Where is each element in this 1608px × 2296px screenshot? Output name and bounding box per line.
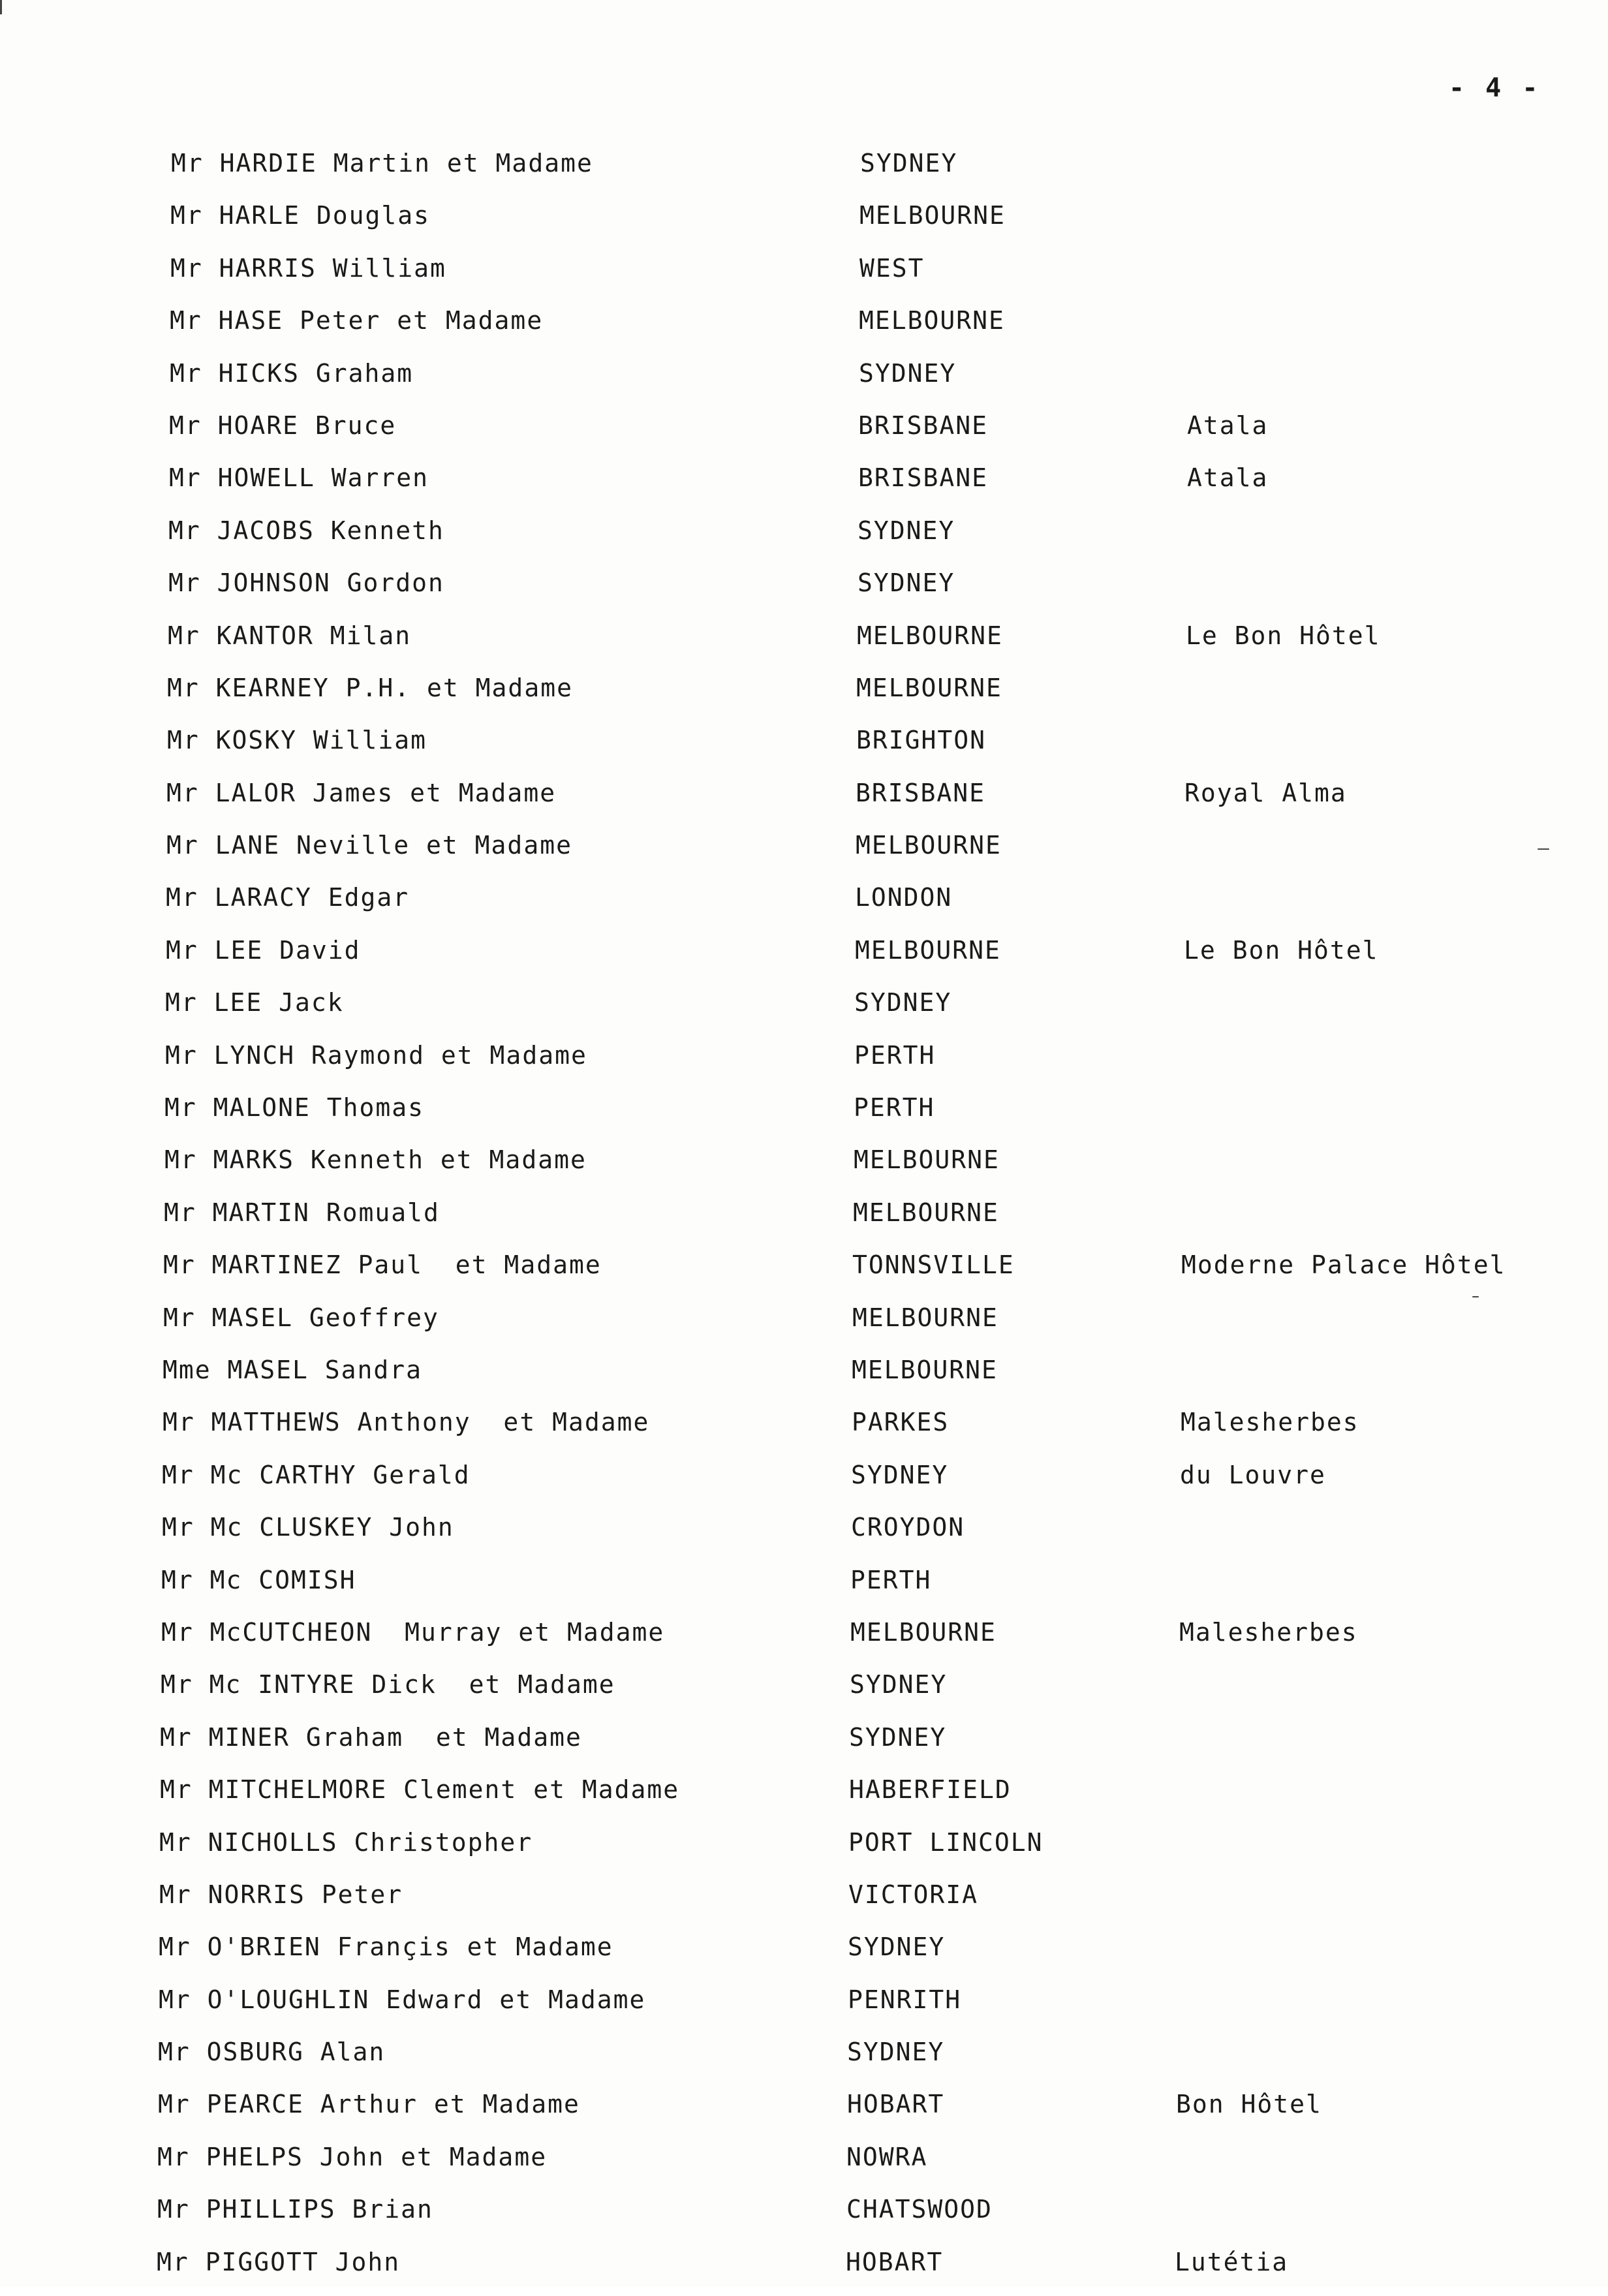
list-item: [0, 1457, 1608, 1509]
list-item: [0, 2034, 1608, 2086]
attendee-name: Mr LALOR James et Madame: [166, 778, 557, 807]
list-item: [0, 145, 1608, 197]
list-item: [0, 459, 1608, 512]
attendee-city: MELBOURNE: [855, 935, 1001, 965]
attendee-hotel: du Louvre: [1180, 1460, 1326, 1489]
attendee-city: SYDNEY: [851, 1460, 949, 1489]
attendee-city: LONDON: [855, 883, 953, 912]
corner-mark: [0, 0, 2, 14]
attendee-city: MELBOURNE: [859, 201, 1006, 230]
list-item: [0, 355, 1608, 407]
attendee-city: HABERFIELD: [849, 1775, 1012, 1805]
attendee-name: Mr Mc COMISH: [161, 1565, 356, 1594]
attendee-city: SYDNEY: [854, 988, 952, 1017]
list-item: [0, 250, 1608, 302]
list-item: [0, 1771, 1608, 1823]
list-item: [0, 827, 1608, 879]
list-item: [0, 932, 1608, 984]
attendee-city: SYDNEY: [859, 358, 957, 388]
list-item: [0, 2139, 1608, 2191]
list-item: [0, 1089, 1608, 1141]
attendee-name: Mr JOHNSON Gordon: [168, 568, 444, 598]
attendee-city: MELBOURNE: [854, 1145, 1000, 1175]
attendee-name: Mr HARLE Douglas: [170, 201, 431, 230]
attendee-name: Mr HARDIE Martin et Madame: [171, 149, 593, 178]
attendee-city: BRIGHTON: [856, 726, 987, 755]
attendee-name: Mr KOSKY William: [167, 726, 427, 755]
list-item: [0, 512, 1608, 565]
attendee-city: SYDNEY: [849, 1722, 947, 1752]
attendee-city: BRISBANE: [856, 778, 986, 807]
list-item: [0, 407, 1608, 459]
attendee-city: TONNSVILLE: [852, 1250, 1015, 1280]
list-item: [0, 879, 1608, 931]
attendee-name: Mr HOWELL Warren: [169, 463, 429, 493]
attendee-city: SYDNEY: [860, 149, 958, 178]
attendee-name: Mr PHELPS John et Madame: [157, 2142, 548, 2171]
list-item: [0, 565, 1608, 617]
list-item: [0, 1247, 1608, 1299]
attendee-city: PENRITH: [848, 1985, 962, 2014]
attendee-name: Mr HARRIS William: [170, 253, 446, 283]
attendee-name: Mr KANTOR Milan: [168, 621, 412, 650]
attendee-name: Mr HASE Peter et Madame: [170, 306, 544, 335]
list-item: [0, 1194, 1608, 1247]
attendee-city: CHATSWOOD: [846, 2195, 993, 2224]
list-item: [0, 670, 1608, 722]
attendee-name: Mr JACOBS Kenneth: [168, 516, 444, 545]
attendee-city: PERTH: [854, 1040, 936, 1070]
attendee-hotel: Bon Hôtel: [1176, 2090, 1322, 2119]
attendee-city: PORT LINCOLN: [848, 1827, 1044, 1857]
attendee-hotel: Le Bon Hôtel: [1186, 621, 1381, 650]
attendee-city: SYDNEY: [858, 516, 955, 545]
attendee-name: Mr LYNCH Raymond et Madame: [165, 1040, 587, 1070]
list-item: [0, 617, 1608, 670]
attendee-hotel: Malesherbes: [1179, 1617, 1358, 1647]
attendee-hotel: Malesherbes: [1181, 1408, 1359, 1437]
list-item: [0, 197, 1608, 249]
attendee-city: BRISBANE: [858, 411, 989, 440]
attendee-name: Mr MASEL Geoffrey: [163, 1303, 439, 1332]
list-item: [0, 775, 1608, 827]
attendee-city: CROYDON: [851, 1513, 965, 1542]
attendee-name: Mr NORRIS Peter: [159, 1880, 403, 1909]
list-item: [0, 1037, 1608, 1089]
attendee-city: MELBOURNE: [857, 621, 1003, 650]
attendee-name: Mr O'LOUGHLIN Edward et Madame: [159, 1985, 646, 2014]
attendee-name: Mr PEARCE Arthur et Madame: [158, 2090, 580, 2119]
attendee-name: Mr O'BRIEN Françis et Madame: [159, 1932, 613, 1962]
list-item: [0, 1562, 1608, 1614]
attendee-hotel: Atala: [1187, 463, 1269, 493]
attendee-name: Mr KEARNEY P.H. et Madame: [167, 673, 573, 702]
attendee-name: Mr MITCHELMORE Clement et Madame: [160, 1775, 680, 1805]
attendee-name: Mr LEE Jack: [165, 988, 344, 1017]
list-item: [0, 302, 1608, 354]
attendee-city: VICTORIA: [848, 1880, 979, 1909]
attendee-city: NOWRA: [846, 2142, 928, 2171]
list-item: [0, 1719, 1608, 1771]
list-item: [0, 1981, 1608, 2034]
attendee-name: Mr Mc CLUSKEY John: [162, 1513, 454, 1542]
list-item: [0, 1299, 1608, 1352]
attendee-name: Mr MATTHEWS Anthony et Madame: [162, 1408, 650, 1437]
attendee-city: MELBOURNE: [853, 1198, 999, 1227]
list-item: [0, 2191, 1608, 2243]
attendee-city: HOBART: [846, 2247, 944, 2276]
list-item: [0, 2244, 1608, 2296]
attendee-hotel: Royal Alma: [1184, 778, 1347, 807]
list-item: [0, 1352, 1608, 1404]
attendee-hotel: Lutétia: [1175, 2247, 1289, 2276]
attendee-city: PERTH: [850, 1565, 932, 1594]
attendee-city: SYDNEY: [850, 1670, 948, 1699]
attendee-name: Mr Mc CARTHY Gerald: [162, 1460, 471, 1489]
attendee-list: [0, 145, 1608, 2296]
list-item: [0, 1404, 1608, 1456]
list-item: [0, 2086, 1608, 2138]
attendee-name: Mr LANE Neville et Madame: [166, 831, 572, 860]
list-item: [0, 1614, 1608, 1666]
attendee-city: SYDNEY: [848, 1932, 946, 1962]
attendee-city: PARKES: [852, 1408, 950, 1437]
attendee-name: Mr LEE David: [166, 935, 361, 965]
list-item: [0, 1509, 1608, 1561]
attendee-city: MELBOURNE: [856, 673, 1002, 702]
attendee-city: WEST: [859, 253, 925, 283]
attendee-name: Mr MARTIN Romuald: [164, 1198, 440, 1227]
attendee-hotel: Le Bon Hôtel: [1184, 935, 1379, 965]
attendee-name: Mr OSBURG Alan: [158, 2038, 386, 2067]
attendee-city: MELBOURNE: [852, 1355, 998, 1384]
attendee-name: Mme MASEL Sandra: [162, 1355, 423, 1384]
attendee-city: PERTH: [854, 1093, 935, 1123]
attendee-hotel: Moderne Palace Hôtel: [1181, 1250, 1506, 1280]
attendee-city: BRISBANE: [858, 463, 989, 493]
attendee-name: Mr HICKS Graham: [170, 358, 414, 388]
attendee-city: MELBOURNE: [850, 1617, 997, 1647]
attendee-hotel: Atala: [1187, 411, 1269, 440]
page-number: - 4 -: [1449, 73, 1541, 103]
list-item: [0, 1929, 1608, 1981]
list-item: [0, 984, 1608, 1036]
attendee-name: Mr McCUTCHEON Murray et Madame: [161, 1617, 665, 1647]
list-item: [0, 1876, 1608, 1929]
list-item: [0, 1141, 1608, 1194]
attendee-name: Mr LARACY Edgar: [166, 883, 410, 912]
attendee-name: Mr MINER Graham et Madame: [160, 1722, 582, 1752]
list-item: [0, 1666, 1608, 1718]
attendee-name: Mr NICHOLLS Christopher: [159, 1827, 533, 1857]
attendee-name: Mr PHILLIPS Brian: [157, 2195, 433, 2224]
attendee-name: Mr MARTINEZ Paul et Madame: [163, 1250, 602, 1280]
attendee-city: MELBOURNE: [856, 831, 1002, 860]
attendee-name: Mr Mc INTYRE Dick et Madame: [161, 1670, 615, 1699]
attendee-city: HOBART: [847, 2090, 945, 2119]
list-item: [0, 722, 1608, 774]
attendee-name: Mr PIGGOTT John: [157, 2247, 401, 2276]
attendee-city: SYDNEY: [847, 2038, 945, 2067]
attendee-name: Mr MARKS Kenneth et Madame: [164, 1145, 587, 1175]
attendee-name: Mr MALONE Thomas: [164, 1093, 425, 1123]
attendee-city: MELBOURNE: [859, 306, 1005, 335]
list-item: [0, 1824, 1608, 1876]
attendee-city: MELBOURNE: [852, 1303, 998, 1332]
attendee-name: Mr HOARE Bruce: [169, 411, 397, 440]
attendee-city: SYDNEY: [858, 568, 955, 598]
